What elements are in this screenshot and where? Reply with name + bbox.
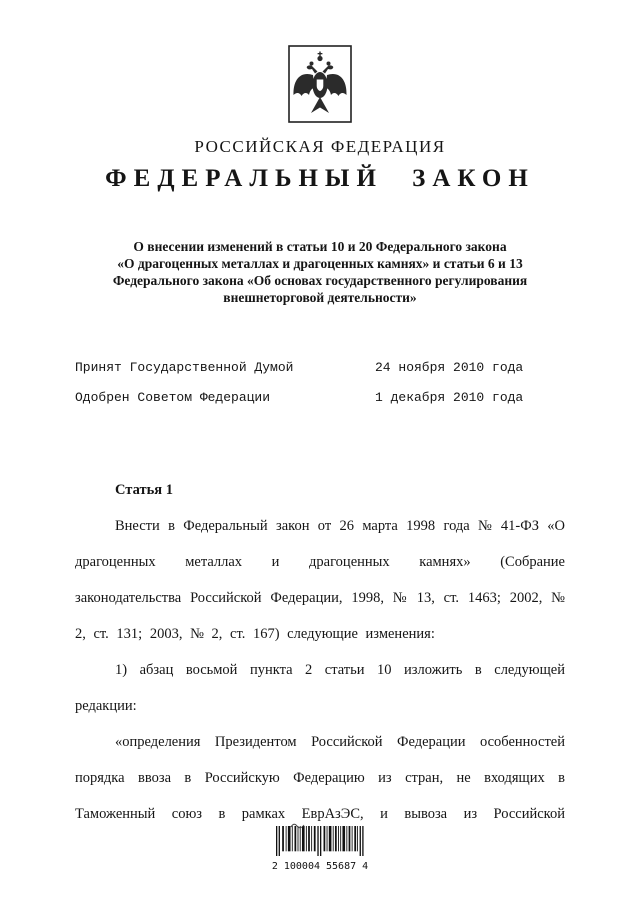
barcode: [260, 816, 380, 873]
country-title: РОССИЙСКАЯ ФЕДЕРАЦИЯ: [194, 137, 446, 156]
law-paragraph: 1) абзац восьмой пункта 2 статьи 10 изложить в следующей редакции:: [75, 662, 565, 714]
law-title-line: «О драгоценных металлах и драгоценных камнях» и статьи 6 и 13: [117, 256, 523, 271]
adoption-duma-label: Принят Государственной Думой: [75, 359, 294, 375]
adoption-council-date: 1 декабря 2010 года: [375, 389, 524, 405]
scan-squiggle-mark: [238, 816, 358, 826]
double-headed-eagle-icon: [288, 45, 352, 123]
coat-of-arms: [288, 45, 352, 123]
law-body: [75, 472, 565, 832]
barcode-number: 2 100004 55687 4: [271, 861, 369, 872]
adoption-council-label: Одобрен Советом Федерации: [75, 389, 271, 405]
law-title-line: внешнеторговой деятельности»: [223, 290, 417, 305]
adoption-row-council: [75, 382, 565, 412]
adoption-duma-date: 24 ноября 2010 года: [375, 359, 524, 375]
law-title: [60, 238, 580, 306]
law-paragraph: Внести в Федеральный закон от 26 марта 1998 года № 41-ФЗ «О драгоценных металлах и драгоценных камнях» (Собрание законодательства Российской Федерации, 1998, № 13, ст. 1463; 2002, № 2, ст. 131; 2003, № 2, ст. 167) следующие изменения:: [75, 518, 565, 642]
barcode-bars-icon: [276, 826, 364, 856]
law-paragraph: «определения Президентом Российской Федерации особенностей порядка ввоза в Российскую Федерацию из стран, не входящих в Таможенный союз в рамках ЕврАзЭС, и вывоза из Российской: [75, 734, 565, 822]
law-title-line: Федерального закона «Об основах государственного регулирования: [112, 273, 528, 288]
document-type-title: ФЕДЕРАЛЬНЫЙ ЗАКОН: [105, 165, 535, 192]
article-heading: Статья 1: [115, 482, 173, 498]
law-title-line: О внесении изменений в статьи 10 и 20 Федерального закона: [133, 239, 507, 254]
adoption-row-duma: [75, 352, 565, 382]
adoption-block: [75, 352, 565, 412]
